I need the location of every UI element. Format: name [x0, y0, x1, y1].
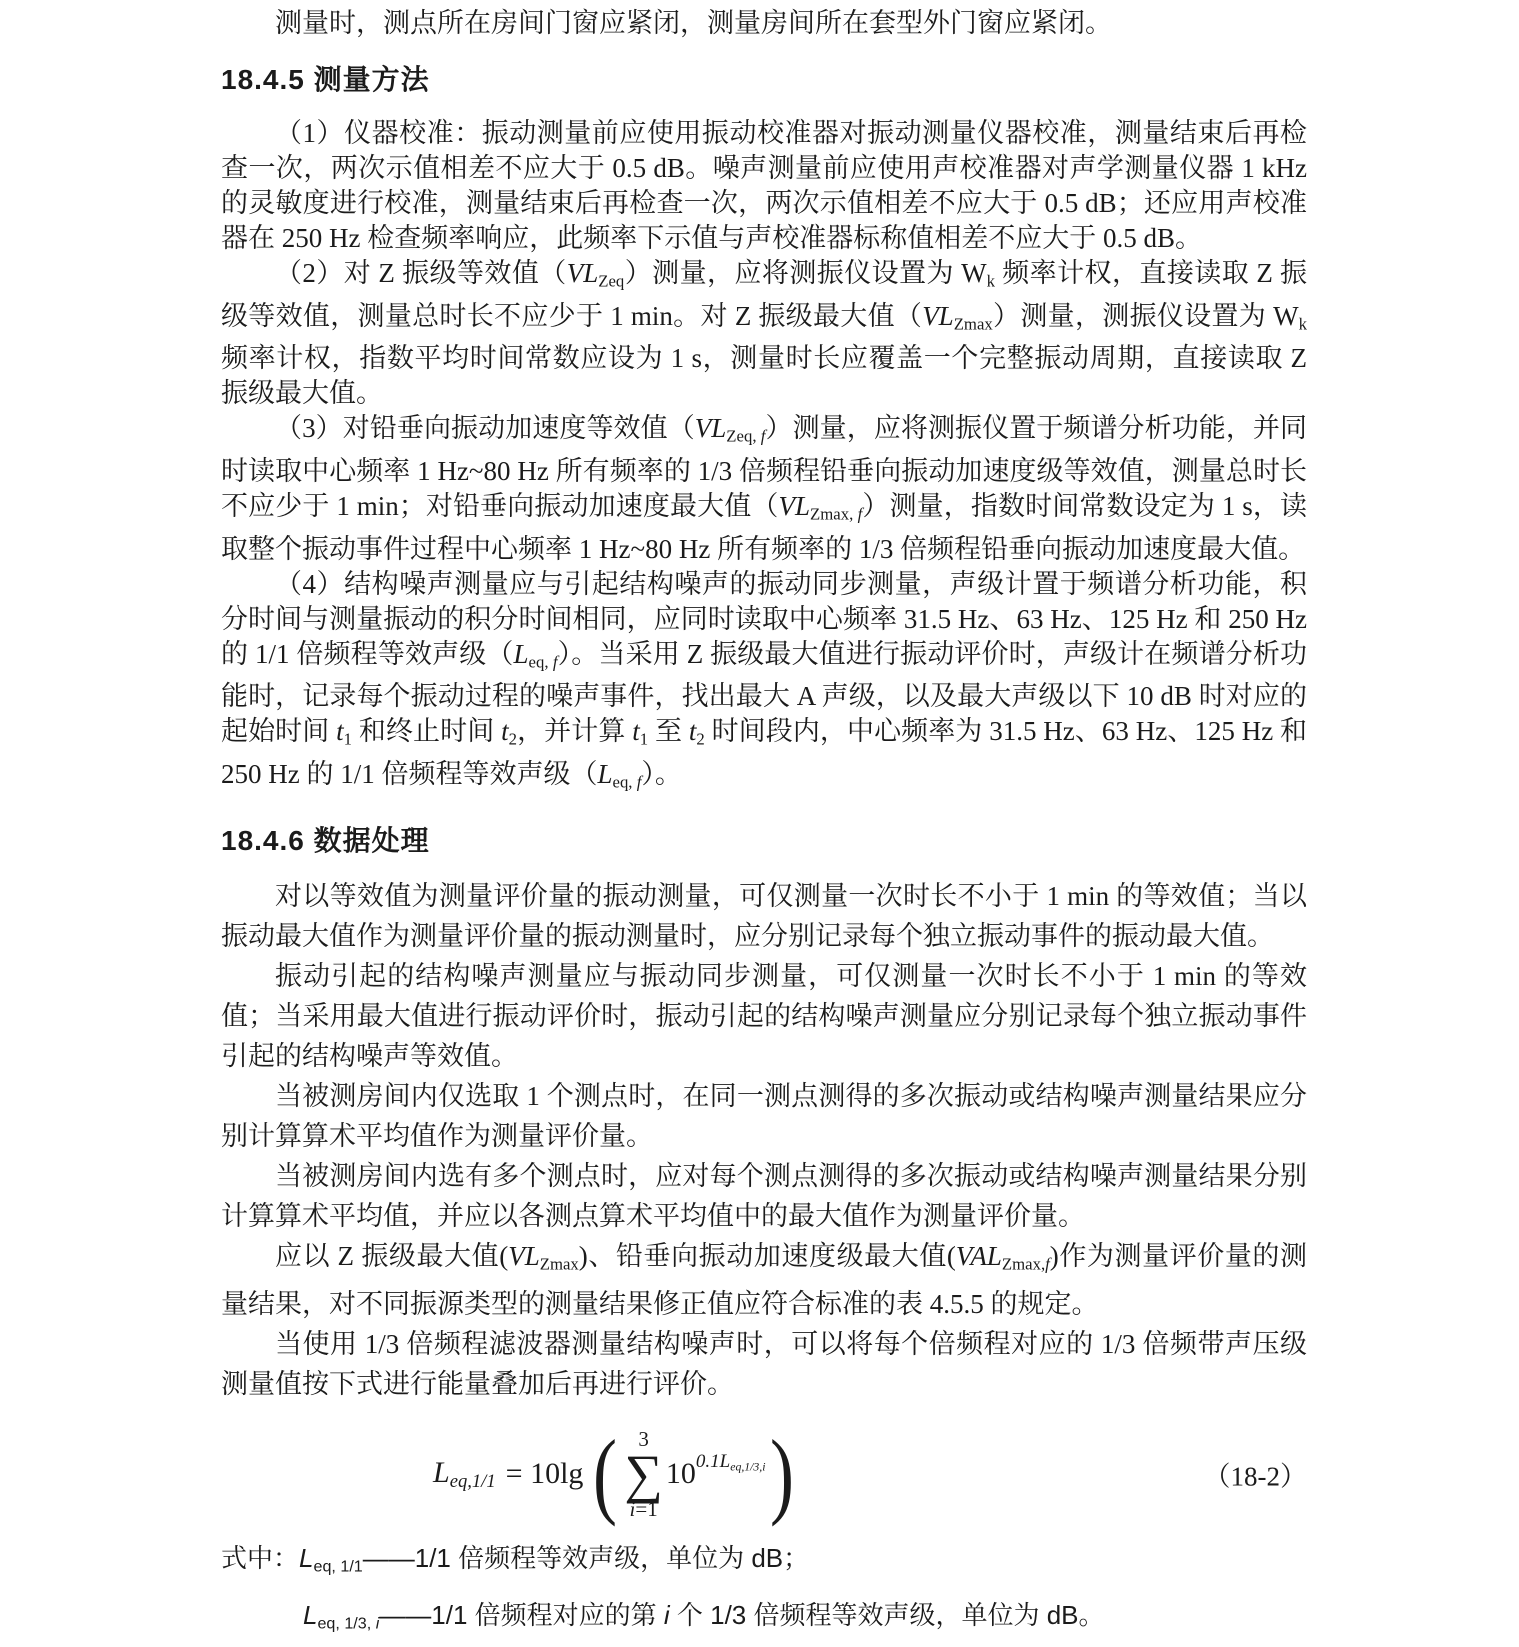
power-exponent: 0.1Leq,1/3,i: [695, 1451, 766, 1474]
summation-upper-limit: 3: [638, 1426, 649, 1451]
paragraph-data-2: 振动引起的结构噪声测量应与振动同步测量，可仅测量一次时长不小于 1 min 的等效值；当采用最大值进行振动评价时，振动引起的结构噪声测量应分别记录每个独立振动事件引起的结构噪声等效值。: [221, 960, 1307, 1071]
paragraph-measurement-2: （2）对 Z 振级等效值$(VL_{Zeq})$测量，应将测振仪设置为 $W_k$ 频率计权，直接读取 Z 振级等效值，测量总时长不应少于 1 min。对 Z 振级最大值$(VL_{Zmax})$测量，测振仪设置为 $W_k$ 频率计权，指数平均时间常数应设为 1 s，测量时长应覆盖一个完整振动周期，直接读取 Z 振级最大值。: [221, 258, 1307, 409]
where-line-2: $L_{eq, 1/3,}$ i——1/1 倍频程对应的第 i 个 1/3 倍频程等效声级，单位为 dB。: [303, 1599, 1105, 1633]
paragraph-data-1: 对以等效值为测量评价量的振动测量，可仅测量一次时长不小于 1 min 的等效值；当以振动最大值作为测量评价量的振动测量时，应分别记录每个独立振动事件的振动最大值。: [221, 880, 1307, 951]
paragraph-measurement-3: （3）对铅垂向振动加速度等效值（$VL_{Zeq,}$ f）测量，应将测振仪置于频谱分析功能，并同时读取中心频率 1 Hz~80 Hz 所有频率的 1/3 倍频程铅垂向振动加速度级等效值，测量总时长不应少于 1 min；对铅垂向振动加速度最大值（$VL_{Zmax,}$ f）测量，指数时间常数设定为 1 s，读取整个振动事件过程中心频率 1 Hz~80 Hz 所有频率的 1/3 倍频程铅垂向振动加速度最大值。: [221, 413, 1308, 564]
sigma-icon: ∑: [624, 1443, 663, 1504]
intro-paragraph: 测量时，测点所在房间门窗应紧闭，测量房间所在套型外门窗应紧闭。: [275, 8, 1112, 38]
equation-expression: Leq,1/1 = 10lg ( 3 ∑ i=1 $10^{0.1Leq,1/3,i}$ ): [433, 1420, 794, 1528]
section-heading-18-4-5: 18.4.5 测量方法: [221, 64, 430, 95]
equation-relation: = 10lg: [505, 1457, 584, 1491]
summation-lower-limit: i=1: [629, 1497, 658, 1522]
where-clause: [221, 1534, 1307, 1647]
power-base: 10: [665, 1457, 696, 1491]
paragraph-data-3: 当被测房间内仅选取 1 个测点时，在同一测点测得的多次振动或结构噪声测量结果应分别计算算术平均值作为测量评价量。: [221, 1080, 1307, 1151]
equation-lhs: Leq,1/1: [433, 1455, 496, 1492]
paragraph-data-6: 当使用 1/3 倍频程滤波器测量结构噪声时，可以将每个倍频程对应的 1/3 倍频带声压级测量值按下式进行能量叠加后再进行评价。: [221, 1329, 1307, 1400]
summation-symbol: [624, 1426, 663, 1522]
page-content: [221, 6, 1307, 1647]
equation-18-2: [221, 1420, 1307, 1528]
paragraph-data-4: 当被测房间内选有多个测点时，应对每个测点测得的多次振动或结构噪声测量结果分别计算算术平均值，并应以各测点算术平均值中的最大值作为测量评价量。: [221, 1160, 1307, 1231]
paragraph-measurement-4: （4）结构噪声测量应与引起结构噪声的振动同步测量，声级计置于频谱分析功能，积分时间与测量振动的积分时间相同，应同时读取中心频率 31.5 Hz、63 Hz、125 Hz 和 250 Hz 的 1/1 倍频程等效声级（$L_{eq,}$ f）。当采用 Z 振级最大值进行振动评价时，声级计在频谱分析功能时，记录每个振动过程的噪声事件，找出最大 A 声级，以及最大声级以下 10 dB 时对应的起始时间 $t_1$ 和终止时间 $t_2$，并计算 $t_1$ 至 $t_2$ 时间段内，中心频率为 31.5 Hz、63 Hz、125 Hz 和 250 Hz 的 1/1 倍频程等效声级（$L_{eq,}$ f）。: [221, 568, 1308, 792]
where-line-1: 式中：$L_{eq, 1/1}——1/1$ 倍频程等效声级，单位为 dB；: [221, 1543, 810, 1576]
power-term: [665, 1451, 766, 1491]
equation-number: （18-2）: [1203, 1461, 1307, 1492]
paragraph-measurement-1: （1）仪器校准：振动测量前应使用振动校准器对振动测量仪器校准，测量结束后再检查一次，两次示值相差不应大于 0.5 dB。噪声测量前应使用声校准器对声学测量仪器 1 kHz 的灵敏度进行校准，测量结束后再检查一次，两次示值相差不应大于 0.5 dB；还应用声校准器在 250 Hz 检查频率响应，此频率下示值与声校准器标称值相差不应大于 0.5 dB。: [221, 118, 1307, 253]
section-heading-18-4-6: 18.4.6 数据处理: [221, 824, 430, 856]
paragraph-data-5: 应以 Z 振级最大值$(VL_{Zmax})$、铅垂向振动加速度级最大值$(VAL_{Zmax,}f)$作为测量评价量的测量结果，对不同振源类型的测量结果修正值应符合标准的表 4.5.5 的规定。: [221, 1240, 1308, 1320]
